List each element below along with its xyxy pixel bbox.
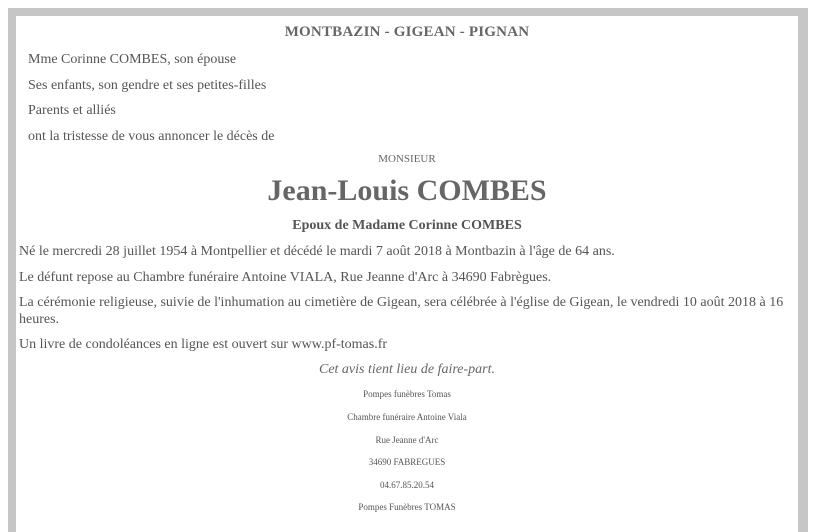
footer-city: 34690 FABREGUES bbox=[368, 457, 446, 467]
footer-signature: Pompes Funèbres TOMAS bbox=[358, 502, 456, 512]
family-line-relatives: Parents et alliés bbox=[28, 103, 116, 118]
footer-chamber: Chambre funéraire Antoine Viala bbox=[347, 412, 467, 422]
family-line-children: Ses enfants, son gendre et ses petites-filles bbox=[28, 78, 267, 93]
honorific-title: MONSIEUR bbox=[378, 153, 436, 165]
footer-street: Rue Jeanne d'Arc bbox=[375, 435, 439, 445]
footer-funeral-home: Pompes funèbres Tomas bbox=[363, 389, 451, 399]
deceased-name: Jean-Louis COMBES bbox=[267, 174, 547, 207]
paragraph-birth-death: Né le mercredi 28 juillet 1954 à Montpellier et décédé le mardi 7 août 2018 à Montbazin à l'âge de 64 ans. bbox=[19, 244, 615, 259]
footer-phone: 04.67.85.20.54 bbox=[380, 480, 434, 490]
paragraph-resting-place: Le défunt repose au Chambre funéraire Antoine VIALA, Rue Jeanne d'Arc à 34690 Fabrègues. bbox=[19, 270, 552, 285]
family-line-spouse: Mme Corinne COMBES, son épouse bbox=[28, 52, 237, 67]
obituary-notice bbox=[16, 16, 798, 532]
spouse-line: Epoux de Madame Corinne COMBES bbox=[292, 218, 522, 233]
paragraph-ceremony: La cérémonie religieuse, suivie de l'inhumation au cimetière de Gigean, sera célébrée à l'église de Gigean, le vendredi 10 août 2018 à 16 heures. bbox=[19, 295, 784, 327]
location-header: MONTBAZIN - GIGEAN - PIGNAN bbox=[284, 24, 530, 40]
tagline: Cet avis tient lieu de faire-part. bbox=[318, 362, 495, 377]
family-line-announcement: ont la tristesse de vous annoncer le décès de bbox=[28, 129, 275, 144]
paragraph-condolences: Un livre de condoléances en ligne est ouvert sur www.pf-tomas.fr bbox=[19, 337, 388, 352]
